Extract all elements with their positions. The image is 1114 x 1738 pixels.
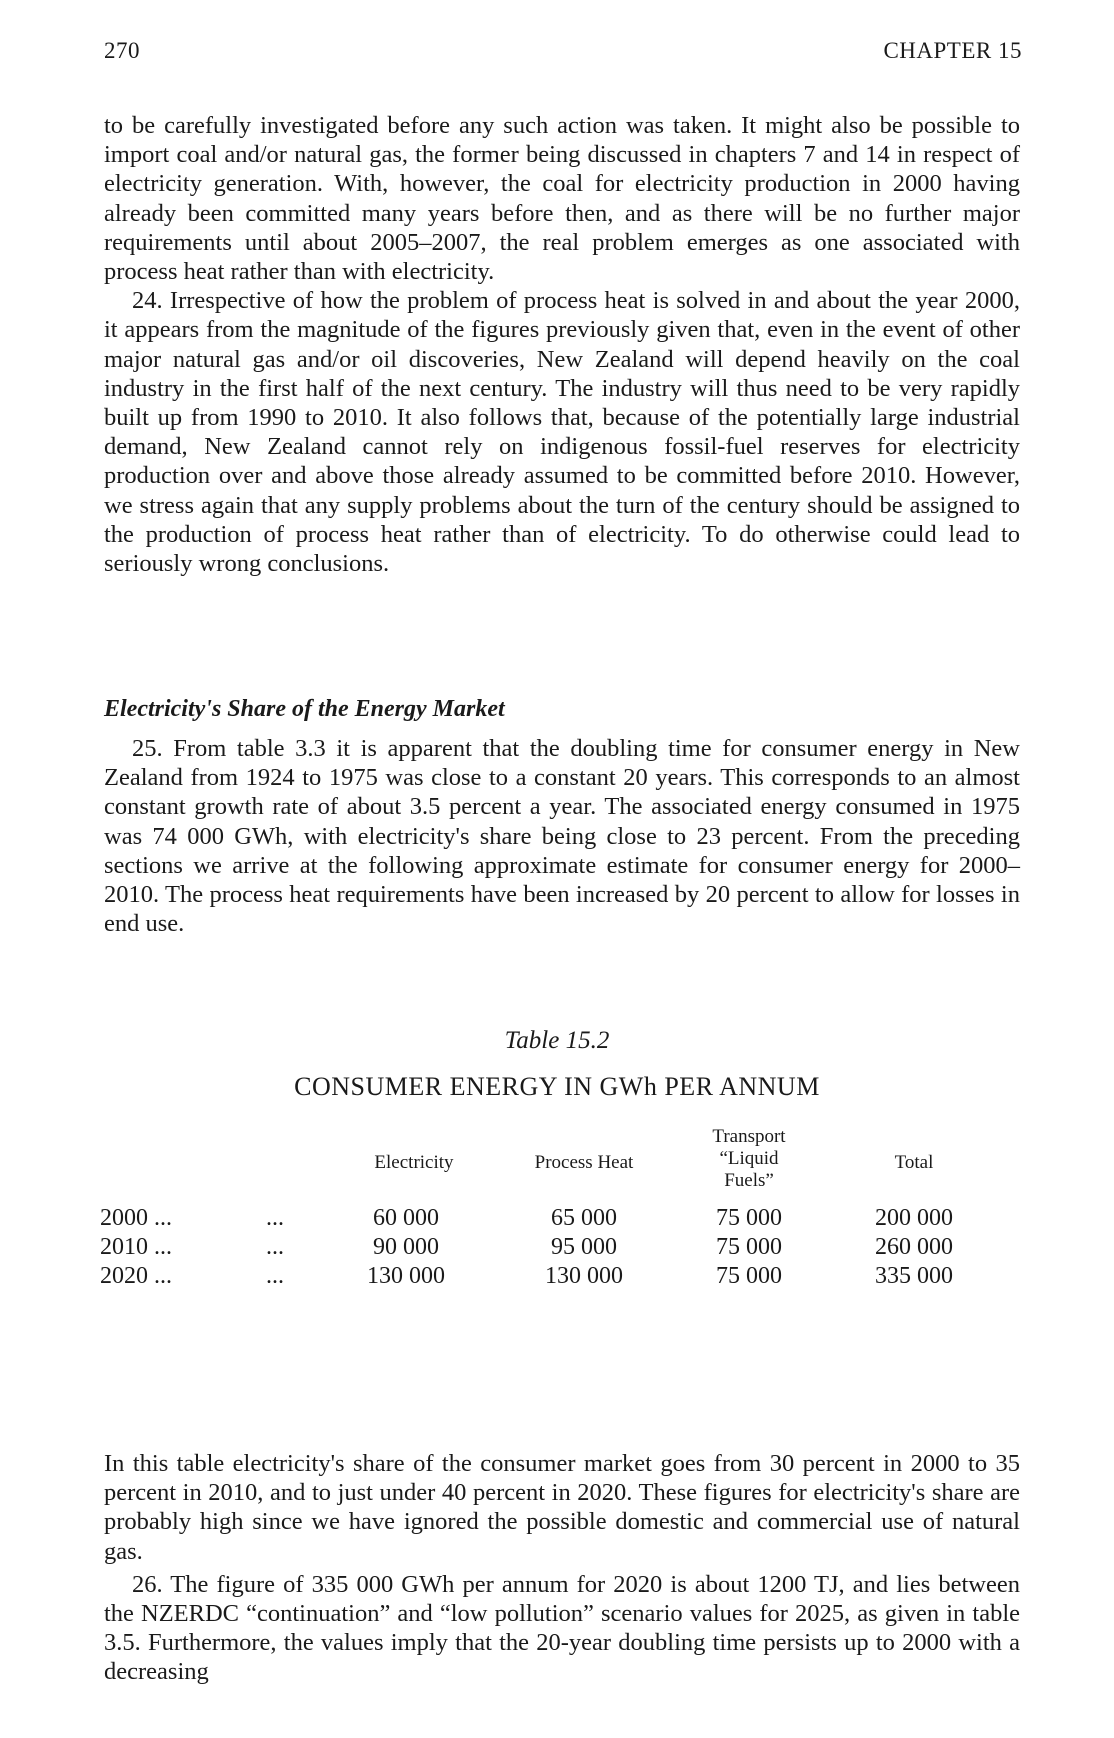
table-caption: Table 15.2	[504, 1027, 610, 1054]
cell-transport: 75 000	[716, 1234, 782, 1260]
running-head	[104, 38, 1022, 64]
text-block-middle	[104, 734, 1020, 938]
chapter-title: CHAPTER 15	[883, 38, 1022, 63]
cell-year: 2010 ...	[100, 1234, 172, 1260]
cell-total: 200 000	[875, 1205, 953, 1231]
paragraph-table-discussion: In this table electricity's share of the consumer market goes from 30 percent in 2000 to 35 percent in 2010, and to just under 40 percent in 2020. These figures for electricity's share are probably high since we have ignored the possible domestic and commercial use of natural gas.	[104, 1450, 1020, 1565]
table-row	[100, 1233, 1000, 1262]
cell-transport: 75 000	[716, 1205, 782, 1231]
text-block-top	[104, 111, 1020, 578]
text-block-bottom	[104, 1449, 1020, 1687]
paragraph-24: 24. Irrespective of how the problem of process heat is solved in and about the year 2000, it appears from the magnitude of the figures previously given that, even in the event of other major natural gas and/or oil discoveries, New Zealand will depend heavily on the coal industry in the first half of the next century. The industry will thus need to be very rapidly built up from 1990 to 2010. It also follows that, because of the potentially large industrial demand, New Zealand cannot rely on indigenous fossil-fuel reserves for electricity production over and above those already assumed to be committed before 2010. However, we stress again that any supply problems about the turn of the century should be assigned to the production of process heat rather than of electricity. To do otherwise could lead to seriously wrong conclusions.	[104, 287, 1020, 578]
cell-year: 2000 ...	[100, 1205, 172, 1231]
energy-table	[100, 1126, 1000, 1291]
paragraph-25: 25. From table 3.3 it is apparent that the doubling time for consumer energy in New Zealand from 1924 to 1975 was close to a constant 20 years. This corresponds to an almost constant growth rate of about 3.5 percent a year. The associated energy consumed in 1975 was 74 000 GWh, with electricity's share being close to 23 percent. From the preceding sections we arrive at the following approximate estimate for consumer energy for 2000–2010. The process heat requirements have been increased by 20 percent to allow for losses in end use.	[104, 735, 1020, 938]
paragraph-26: 26. The figure of 335 000 GWh per annum for 2020 is about 1200 TJ, and lies between the NZERDC “continuation” and “low pollution” scenario values for 2025, as given in table 3.5. Furthermore, the values imply that the 20-year doubling time persists up to 2000 with a decreasing	[104, 1570, 1020, 1686]
page-number: 270	[104, 38, 140, 63]
header-transport-line-1: Transport	[712, 1126, 786, 1147]
cell-electricity: 130 000	[367, 1263, 445, 1289]
header-transport	[674, 1126, 824, 1192]
cell-electricity: 90 000	[373, 1234, 439, 1260]
header-total: Total	[894, 1152, 934, 1173]
table-row	[100, 1204, 1000, 1233]
cell-leader-dots: ...	[266, 1234, 284, 1260]
cell-process-heat: 95 000	[551, 1234, 617, 1260]
cell-leader-dots: ...	[266, 1263, 284, 1289]
table-title: CONSUMER ENERGY IN GWh PER ANNUM	[294, 1072, 820, 1101]
header-process-heat: Process Heat	[534, 1152, 634, 1173]
table-row	[100, 1262, 1000, 1291]
cell-process-heat: 65 000	[551, 1205, 617, 1231]
cell-year: 2020 ...	[100, 1263, 172, 1289]
section-heading: Electricity's Share of the Energy Market	[104, 696, 505, 722]
paragraph-continuation: to be carefully investigated before any such action was taken. It might also be possible to import coal and/or natural gas, the former being discussed in chapters 7 and 14 in respect of electricity generation. With, however, the coal for electricity production in 2000 having already been committed many years before then, and as there will be no further major requirements until about 2005–2007, the real problem emerges as one associated with process heat rather than with electricity.	[104, 112, 1020, 286]
header-transport-line-3: Fuels”	[724, 1170, 774, 1191]
table-header	[100, 1126, 1000, 1204]
cell-total: 335 000	[875, 1263, 953, 1289]
header-transport-line-2: “Liquid	[719, 1148, 779, 1169]
header-electricity: Electricity	[374, 1152, 454, 1173]
cell-total: 260 000	[875, 1234, 953, 1260]
cell-process-heat: 130 000	[545, 1263, 623, 1289]
cell-transport: 75 000	[716, 1263, 782, 1289]
cell-electricity: 60 000	[373, 1205, 439, 1231]
cell-leader-dots: ...	[266, 1205, 284, 1231]
